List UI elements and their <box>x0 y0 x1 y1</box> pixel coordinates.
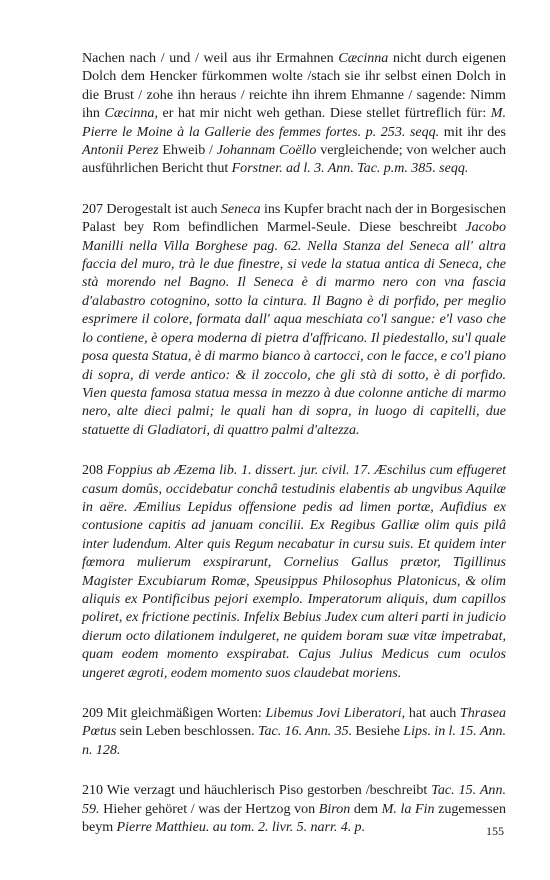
italic-text: Libemus Jovi Liberatori, <box>265 705 406 721</box>
italic-text: Cæcinna <box>104 105 155 122</box>
roman-text: vergleichende; von welcher auch ausführlichen Bericht thut <box>82 142 506 177</box>
italic-text: Thrasea Pœtus <box>82 705 506 740</box>
roman-text: zugemessen beym <box>82 800 507 836</box>
note-paragraph <box>82 49 506 178</box>
roman-text: hat auch <box>405 705 460 721</box>
roman-text: Besiehe <box>352 723 404 740</box>
note-paragraph <box>82 781 506 836</box>
roman-text: Ehweib / <box>158 142 217 159</box>
roman-text: 208 <box>82 462 107 479</box>
italic-text: Pierre Matthieu. au tom. 2. livr. 5. narr. 4. p. <box>116 819 366 836</box>
italic-text: Tac. 15. Ann. 59. <box>82 782 506 817</box>
roman-text: 207 Derogestalt ist auch <box>82 200 221 217</box>
italic-text: Antonii Perez <box>82 142 159 159</box>
italic-text: Foppius ab Æzema lib. 1. dissert. jur. civil. 17. Æschilus cum effugeret casum domûs, occidebatur conchâ testudinis elabentis ab ungvibus Aquilæ in aëre. Æmilius Lepidus offensione pedis ad limen portæ, Aufidius ex contusione capitis ad januam concilii. Ex Regibus Galliæ olim quis pilâ inter ludendum. Alter quis Regum necabatur in cursu suis. Et quidem inter fœmora mulierum exspirarunt, Cornelius Gallus prætor, Tigillinus Magister Excubiarum Romæ, Speusippus Philosophus Platonicus, & olim aliquis ex Pontificibus pejori exemplo. Imperatorum aliquis, dum capillos poliret, ex frictione pectinis. Infelix Bebius Judex cum alteri parti in judicio dierum octo dilationem indulgeret, ne quidem boram suæ vitæ impetrabat, quam eodem momento exspirabat. Cajus Julius Medicus cum oculos ungeret ægroti, eodem momento suos claudebat moriens. <box>82 462 506 681</box>
note-paragraph <box>82 461 506 682</box>
roman-text: dem <box>350 800 382 817</box>
page-body <box>82 49 506 858</box>
note-paragraph <box>82 704 506 759</box>
roman-text: 210 Wie verzagt und häuchlerisch Piso gestorben /beschreibt <box>82 782 432 799</box>
roman-text: Hieher gehöret / was der Hertzog von <box>99 800 319 817</box>
roman-text: mit ihr des <box>439 123 506 140</box>
italic-text: Johannam Coëllo <box>216 142 317 159</box>
roman-text: , er hat mir nicht weh gethan. Diese stellet fürtreflich für: <box>154 105 491 122</box>
italic-text: Tac. 16. Ann. 35. <box>257 723 353 740</box>
note-paragraph <box>82 200 506 439</box>
italic-text: M. Pierre le Moine à la Gallerie des femmes fortes. p. 253. seqq. <box>82 105 506 140</box>
roman-text: nicht durch eigenen Dolch dem Hencker fürkommen wolte /stach sie ihr selbst einen Dolch in die Brust / zohe ihn heraus / reichte ihn ihrem Ehmanne / sagende: Nimm ihn <box>82 50 506 122</box>
italic-text: Jacobo Manilli nella Villa Borghese pag. 62. Nella Stanza del Seneca all' altra faccia del muro, trà le due finestre, si vede la statua antica di Seneca, che stà morendo nel Bagno. Il Seneca è di marmo nero con vna fascia d'alabastro cotognino, sotto la cintura. Il Bagno è di porfido, per meglio esprimere il colore, formata dall' aqua meschiata co'l sangue: e'l vaso che lo contiene, è opera moderna di pietra d'affricano. Il piedestallo, su'l quale posa questa Statua, è di marmo bianco à cartocci, con le facce, e co'l piano di sopra, di verde antico: & il zoccolo, che gli stà di sotto, è di porfido. Vien questa famosa statua messa in mezzo à due colonne antiche di marmo nero, alte dieci palmi; le quali han di sopra, in luogo di capitelli, due statuette di Gladiatori, di quattro palmi d'altezza. <box>82 219 506 438</box>
italic-text: Forstner. ad l. 3. Ann. Tac. p.m. 385. seqq. <box>231 160 469 177</box>
roman-text: 209 Mit gleichmäßigen Worten: <box>82 705 266 721</box>
italic-text: Cæcinna <box>338 50 389 66</box>
italic-text: M. la Fin <box>381 800 435 817</box>
roman-text: Nachen nach / und / weil aus ihr Ermahnen <box>82 50 339 66</box>
italic-text: Lips. in l. 15. Ann. n. 128. <box>82 723 507 758</box>
roman-text: ins Kupfer bracht nach der in Borgesischen Palast bey Rom befindlichen Marmel-Seule. Diese beschreibt <box>82 200 506 236</box>
italic-text: Biron <box>318 800 351 817</box>
page-number: 155 <box>486 824 504 838</box>
roman-text: sein Leben beschlossen. <box>116 723 258 740</box>
italic-text: Seneca <box>220 200 261 217</box>
